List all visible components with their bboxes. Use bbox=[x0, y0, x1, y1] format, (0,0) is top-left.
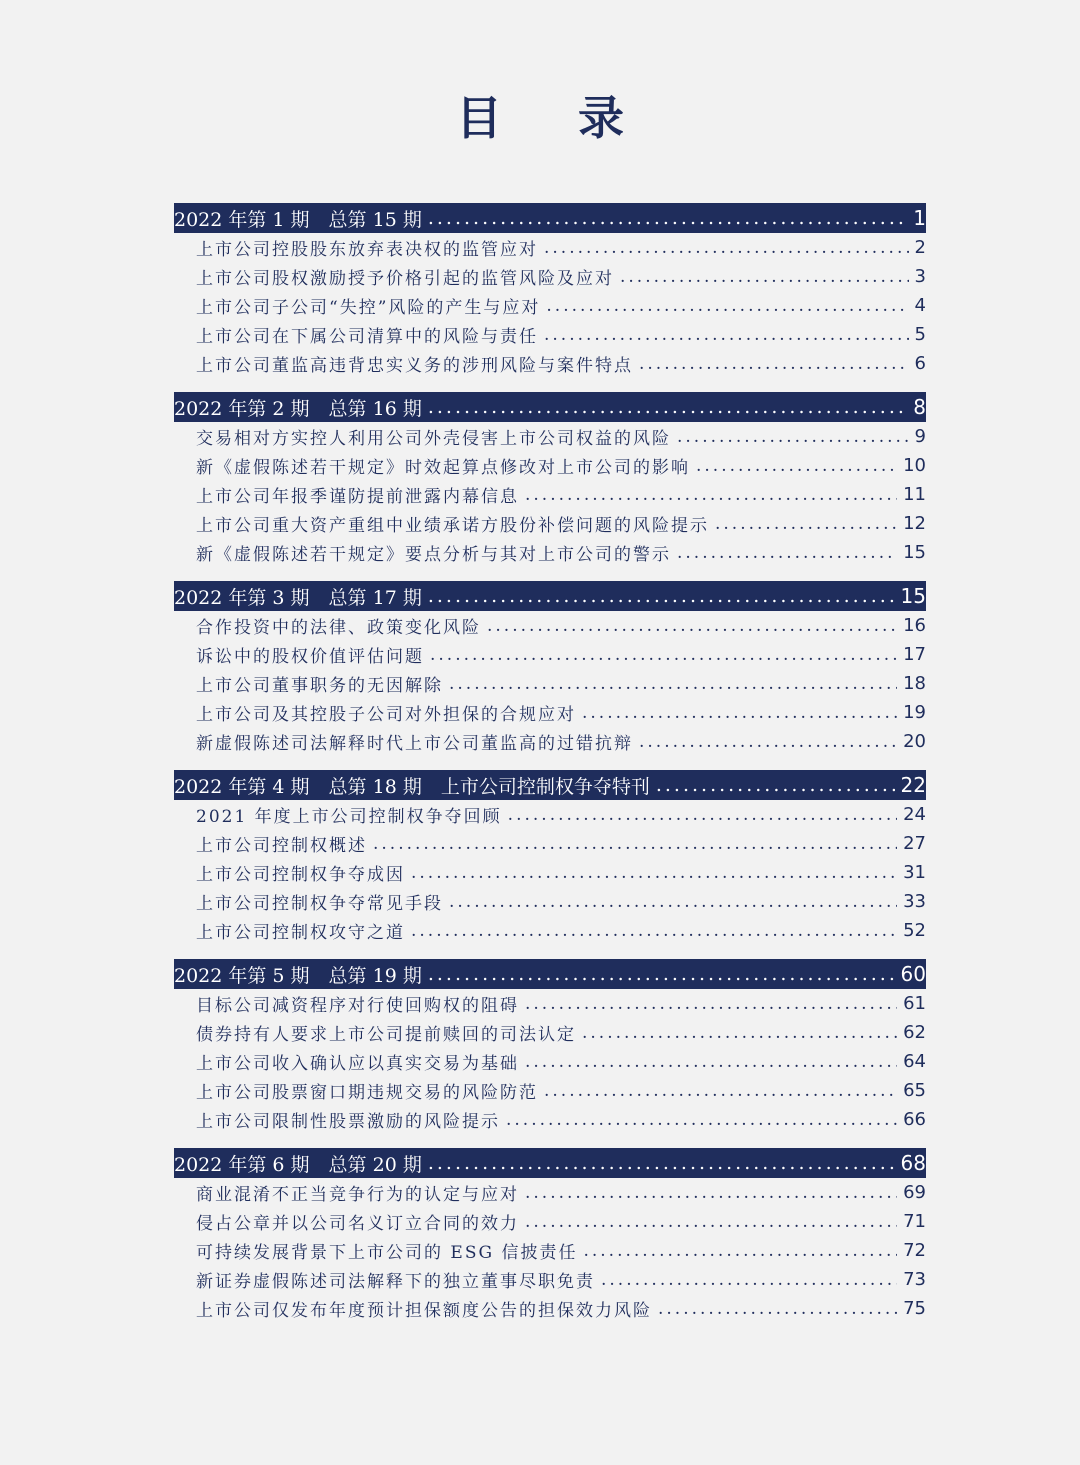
toc-entry[interactable] bbox=[174, 538, 926, 567]
toc-entry-page-number: 62 bbox=[903, 1022, 926, 1043]
toc-section bbox=[174, 770, 926, 945]
toc-entry[interactable] bbox=[174, 451, 926, 480]
toc-entry[interactable] bbox=[174, 1178, 926, 1207]
toc-entry-title: 侵占公章并以公司名义订立合同的效力 bbox=[196, 1214, 519, 1234]
dot-leader bbox=[506, 1110, 897, 1130]
dot-leader bbox=[525, 994, 897, 1014]
toc-entry[interactable] bbox=[174, 727, 926, 756]
toc-entry-title: 上市公司董事职务的无因解除 bbox=[196, 676, 443, 696]
toc-entry-title: 目标公司减资程序对行使回购权的阻碍 bbox=[196, 996, 519, 1016]
dot-leader bbox=[677, 427, 909, 447]
dot-leader bbox=[620, 267, 909, 287]
dot-leader bbox=[546, 296, 908, 316]
table-of-contents bbox=[174, 203, 926, 1337]
toc-entry[interactable] bbox=[174, 320, 926, 349]
toc-entry[interactable] bbox=[174, 422, 926, 451]
toc-entry-page-number: 11 bbox=[903, 484, 926, 505]
toc-entry-title: 新《虚假陈述若干规定》时效起算点修改对上市公司的影响 bbox=[196, 458, 690, 478]
toc-entry-page-number: 12 bbox=[903, 513, 926, 534]
dot-leader bbox=[449, 674, 897, 694]
toc-entry-page-number: 72 bbox=[903, 1240, 926, 1261]
section-header-title: 2022 年第 4 期 总第 18 期 上市公司控制权争夺特刊 bbox=[174, 775, 650, 798]
toc-entry[interactable] bbox=[174, 480, 926, 509]
toc-entry[interactable] bbox=[174, 509, 926, 538]
toc-entry-title: 上市公司控制权争夺常见手段 bbox=[196, 894, 443, 914]
toc-entry[interactable] bbox=[174, 1076, 926, 1105]
toc-entry-title: 上市公司控制权攻守之道 bbox=[196, 923, 405, 943]
toc-entry-title: 可持续发展背景下上市公司的 ESG 信披责任 bbox=[196, 1243, 578, 1263]
toc-entry-page-number: 64 bbox=[903, 1051, 926, 1072]
section-page-number: 60 bbox=[900, 962, 926, 986]
toc-entry-page-number: 71 bbox=[903, 1211, 926, 1232]
dot-leader bbox=[428, 963, 895, 985]
dot-leader bbox=[544, 1081, 897, 1101]
toc-entry[interactable] bbox=[174, 698, 926, 727]
toc-entry-page-number: 10 bbox=[903, 455, 926, 476]
section-page-number: 1 bbox=[913, 206, 926, 230]
toc-entry-page-number: 20 bbox=[903, 731, 926, 752]
toc-entry[interactable] bbox=[174, 1236, 926, 1265]
toc-entry-page-number: 75 bbox=[903, 1298, 926, 1319]
dot-leader bbox=[639, 732, 897, 752]
dot-leader bbox=[582, 1023, 897, 1043]
toc-entry[interactable] bbox=[174, 989, 926, 1018]
dot-leader bbox=[373, 834, 897, 854]
dot-leader bbox=[411, 921, 897, 941]
toc-entry-title: 上市公司重大资产重组中业绩承诺方股份补偿问题的风险提示 bbox=[196, 516, 709, 536]
page-title: 目 录 bbox=[455, 91, 654, 145]
toc-entry-title: 债券持有人要求上市公司提前赎回的司法认定 bbox=[196, 1025, 576, 1045]
toc-entry-title: 新证券虚假陈述司法解释下的独立董事尽职免责 bbox=[196, 1272, 595, 1292]
toc-entry-page-number: 73 bbox=[903, 1269, 926, 1290]
section-header[interactable] bbox=[174, 392, 926, 422]
toc-section bbox=[174, 959, 926, 1134]
toc-entry[interactable] bbox=[174, 669, 926, 698]
section-header[interactable] bbox=[174, 1148, 926, 1178]
toc-entry[interactable] bbox=[174, 1207, 926, 1236]
toc-entry-page-number: 4 bbox=[914, 295, 926, 316]
section-page-number: 68 bbox=[900, 1151, 926, 1175]
section-page-number: 15 bbox=[900, 584, 926, 608]
dot-leader bbox=[582, 703, 897, 723]
section-header-title: 2022 年第 1 期 总第 15 期 bbox=[174, 208, 422, 231]
toc-entry-page-number: 52 bbox=[903, 920, 926, 941]
section-header-title: 2022 年第 2 期 总第 16 期 bbox=[174, 397, 422, 420]
toc-section bbox=[174, 392, 926, 567]
toc-entry[interactable] bbox=[174, 640, 926, 669]
toc-entry-title: 上市公司在下属公司清算中的风险与责任 bbox=[196, 327, 538, 347]
dot-leader bbox=[715, 514, 897, 534]
section-page-number: 8 bbox=[913, 395, 926, 419]
section-header[interactable] bbox=[174, 203, 926, 233]
toc-entry-title: 上市公司控制权概述 bbox=[196, 836, 367, 856]
toc-entry-page-number: 65 bbox=[903, 1080, 926, 1101]
toc-entry-page-number: 19 bbox=[903, 702, 926, 723]
dot-leader bbox=[525, 485, 897, 505]
toc-entry-page-number: 31 bbox=[903, 862, 926, 883]
dot-leader bbox=[696, 456, 897, 476]
toc-entry-title: 上市公司收入确认应以真实交易为基础 bbox=[196, 1054, 519, 1074]
section-header[interactable] bbox=[174, 959, 926, 989]
dot-leader bbox=[525, 1183, 897, 1203]
dot-leader bbox=[428, 207, 907, 229]
toc-section bbox=[174, 203, 926, 378]
toc-entry-title: 合作投资中的法律、政策变化风险 bbox=[196, 618, 481, 638]
section-header-title: 2022 年第 6 期 总第 20 期 bbox=[174, 1153, 422, 1176]
toc-entry-title: 上市公司股票窗口期违规交易的风险防范 bbox=[196, 1083, 538, 1103]
toc-entry-page-number: 66 bbox=[903, 1109, 926, 1130]
section-header[interactable] bbox=[174, 770, 926, 800]
dot-leader bbox=[508, 805, 897, 825]
dot-leader bbox=[639, 354, 909, 374]
toc-entry[interactable] bbox=[174, 1018, 926, 1047]
toc-entry[interactable] bbox=[174, 1294, 926, 1323]
dot-leader bbox=[428, 396, 907, 418]
toc-entry-page-number: 17 bbox=[903, 644, 926, 665]
dot-leader bbox=[544, 238, 909, 258]
toc-entry-page-number: 27 bbox=[903, 833, 926, 854]
toc-entry-title: 诉讼中的股权价值评估问题 bbox=[196, 647, 424, 667]
toc-entry-page-number: 15 bbox=[903, 542, 926, 563]
dot-leader bbox=[449, 892, 897, 912]
toc-entry-page-number: 9 bbox=[914, 426, 926, 447]
dot-leader bbox=[583, 1241, 897, 1261]
dot-leader bbox=[658, 1299, 897, 1319]
toc-entry-page-number: 61 bbox=[903, 993, 926, 1014]
dot-leader bbox=[656, 774, 895, 796]
toc-entry-title: 交易相对方实控人利用公司外壳侵害上市公司权益的风险 bbox=[196, 429, 671, 449]
toc-entry-page-number: 3 bbox=[914, 266, 926, 287]
toc-entry[interactable] bbox=[174, 291, 926, 320]
section-page-number: 22 bbox=[900, 773, 926, 797]
toc-section bbox=[174, 581, 926, 756]
section-header[interactable] bbox=[174, 581, 926, 611]
dot-leader bbox=[430, 645, 897, 665]
toc-entry-title: 上市公司控股股东放弃表决权的监管应对 bbox=[196, 240, 538, 260]
toc-entry[interactable] bbox=[174, 1105, 926, 1134]
dot-leader bbox=[487, 616, 897, 636]
toc-entry-title: 上市公司限制性股票激励的风险提示 bbox=[196, 1112, 500, 1132]
dot-leader bbox=[525, 1212, 897, 1232]
section-header-title: 2022 年第 5 期 总第 19 期 bbox=[174, 964, 422, 987]
dot-leader bbox=[428, 585, 895, 607]
toc-entry-page-number: 69 bbox=[903, 1182, 926, 1203]
toc-entry-page-number: 18 bbox=[903, 673, 926, 694]
toc-entry-title: 新虚假陈述司法解释时代上市公司董监高的过错抗辩 bbox=[196, 734, 633, 754]
toc-entry-title: 上市公司仅发布年度预计担保额度公告的担保效力风险 bbox=[196, 1301, 652, 1321]
toc-entry-page-number: 16 bbox=[903, 615, 926, 636]
toc-entry-page-number: 2 bbox=[914, 237, 926, 258]
toc-entry-page-number: 6 bbox=[914, 353, 926, 374]
toc-entry[interactable] bbox=[174, 887, 926, 916]
section-header-title: 2022 年第 3 期 总第 17 期 bbox=[174, 586, 422, 609]
dot-leader bbox=[428, 1152, 895, 1174]
toc-entry[interactable] bbox=[174, 916, 926, 945]
toc-section bbox=[174, 1148, 926, 1323]
toc-entry[interactable] bbox=[174, 349, 926, 378]
toc-entry[interactable] bbox=[174, 800, 926, 829]
toc-entry-title: 上市公司及其控股子公司对外担保的合规应对 bbox=[196, 705, 576, 725]
toc-entry[interactable] bbox=[174, 829, 926, 858]
dot-leader bbox=[601, 1270, 897, 1290]
toc-entry-page-number: 5 bbox=[914, 324, 926, 345]
toc-entry-title: 上市公司年报季谨防提前泄露内幕信息 bbox=[196, 487, 519, 507]
toc-entry[interactable] bbox=[174, 858, 926, 887]
toc-entry-title: 新《虚假陈述若干规定》要点分析与其对上市公司的警示 bbox=[196, 545, 671, 565]
toc-entry-title: 上市公司董监高违背忠实义务的涉刑风险与案件特点 bbox=[196, 356, 633, 376]
toc-entry-title: 2021 年度上市公司控制权争夺回顾 bbox=[196, 807, 502, 827]
toc-entry-title: 商业混淆不正当竞争行为的认定与应对 bbox=[196, 1185, 519, 1205]
toc-entry[interactable] bbox=[174, 1265, 926, 1294]
toc-entry-page-number: 33 bbox=[903, 891, 926, 912]
toc-entry[interactable] bbox=[174, 262, 926, 291]
toc-entry-title: 上市公司控制权争夺成因 bbox=[196, 865, 405, 885]
dot-leader bbox=[525, 1052, 897, 1072]
toc-entry-title: 上市公司子公司“失控”风险的产生与应对 bbox=[196, 298, 541, 318]
dot-leader bbox=[677, 543, 897, 563]
toc-entry[interactable] bbox=[174, 1047, 926, 1076]
toc-entry[interactable] bbox=[174, 611, 926, 640]
toc-entry-title: 上市公司股权激励授予价格引起的监管风险及应对 bbox=[196, 269, 614, 289]
dot-leader bbox=[411, 863, 897, 883]
toc-entry-page-number: 24 bbox=[903, 804, 926, 825]
toc-entry[interactable] bbox=[174, 233, 926, 262]
dot-leader bbox=[544, 325, 909, 345]
